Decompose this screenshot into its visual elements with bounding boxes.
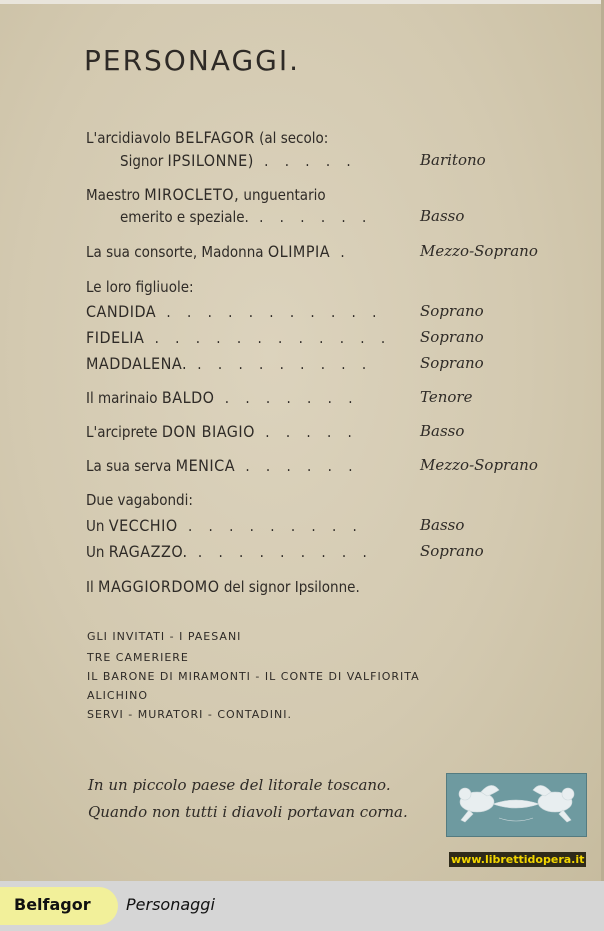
role-line: Le loro figliuole: [86,278,194,296]
opera-title: Belfagor [14,895,91,914]
voice-type: Basso [420,422,465,440]
voice-type: Soprano [420,328,484,346]
voice-type: Soprano [420,302,484,320]
voice-type: Soprano [420,542,484,560]
cherubs-emblem-icon [447,774,586,836]
voice-type: Mezzo-Soprano [420,456,538,474]
voice-type: Baritono [420,151,486,169]
extras-line: GLI INVITATI - I PAESANI [87,630,242,643]
website-watermark: www.librettidopera.it [451,853,585,866]
voice-type: Basso [420,207,465,225]
voice-type: Soprano [420,354,484,372]
role-line: CANDIDA . . . . . . . . . . . [86,302,383,321]
voice-type: Tenore [420,388,473,406]
setting-line: In un piccolo paese del litorale toscano. [88,776,391,794]
extras-line: IL BARONE DI MIRAMONTI - IL CONTE DI VALFIORITA [87,670,420,683]
role-line: Maestro MIROCLETO, unguentario [86,185,326,204]
role-line: L'arciprete DON BIAGIO . . . . . [86,422,358,441]
role-line: L'arcidiavolo BELFAGOR (al secolo: [86,128,329,147]
role-line: La sua serva MENICA . . . . . . [86,456,359,475]
role-line: Signor IPSILONNE) . . . . . [120,151,357,170]
role-line: La sua consorte, Madonna OLIMPIA . [86,242,351,261]
librettidopera-logo [446,773,587,837]
role-line: Un RAGAZZO. . . . . . . . . . [86,542,373,561]
role-line: FIDELIA . . . . . . . . . . . . [86,328,392,347]
extras-line: SERVI - MURATORI - CONTADINI. [87,708,292,721]
role-line: Un VECCHIO . . . . . . . . . [86,516,363,535]
role-line: Il MAGGIORDOMO del signor Ipsilonne. [86,577,360,596]
role-line: MADDALENA. . . . . . . . . . [86,354,373,373]
role-line: Il marinaio BALDO . . . . . . . [86,388,359,407]
role-line: emerito e speziale. . . . . . . [120,208,373,226]
top-edge [0,0,604,4]
extras-line: TRE CAMERIERE [87,651,189,664]
voice-type: Mezzo-Soprano [420,242,538,260]
section-title: Personaggi [126,895,215,914]
extras-line: ALICHINO [87,689,148,702]
page-title: PERSONAGGI. [84,44,301,77]
voice-type: Basso [420,516,465,534]
setting-line: Quando non tutti i diavoli portavan corna. [88,803,408,821]
role-line: Due vagabondi: [86,491,193,509]
